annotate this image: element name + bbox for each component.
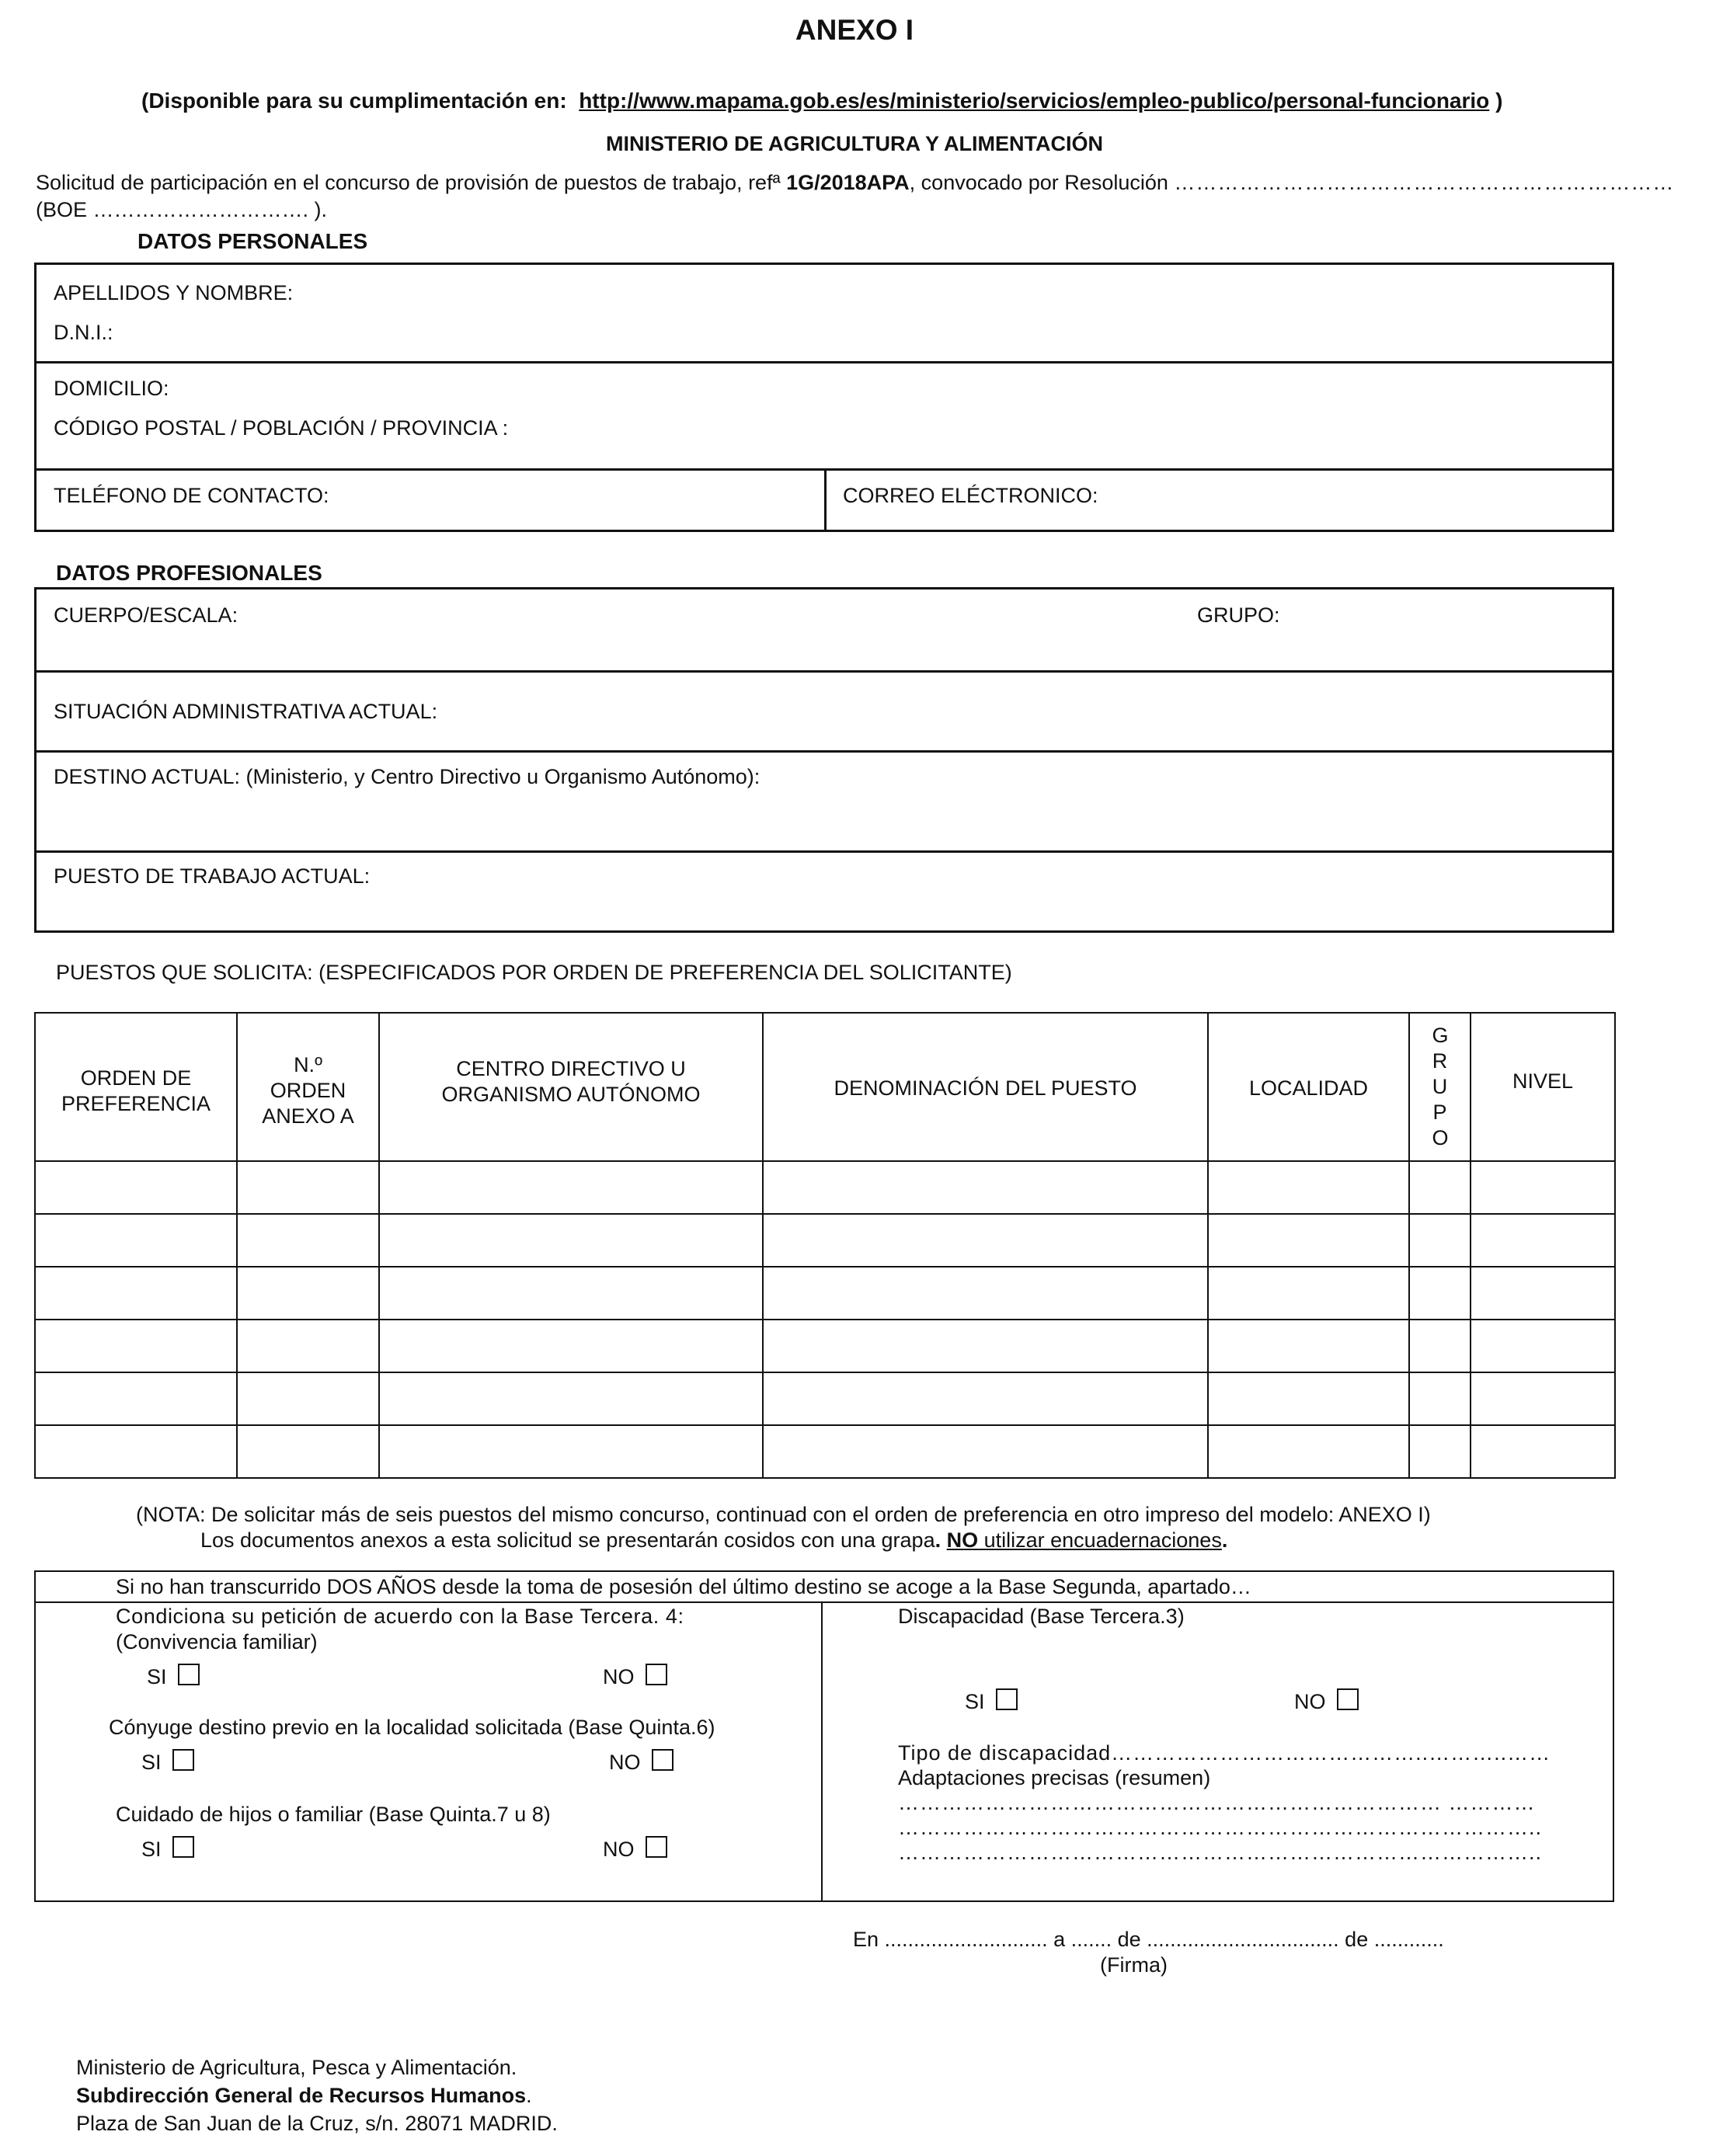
table-cell[interactable] — [1471, 1372, 1615, 1425]
page-title: ANEXO I — [795, 14, 914, 46]
checkbox-convivencia-si[interactable] — [178, 1664, 200, 1685]
note-no-rest: utilizar encuadernaciones — [978, 1528, 1222, 1552]
table-cell[interactable] — [1471, 1320, 1615, 1372]
checkbox-cuidado-no[interactable] — [646, 1836, 667, 1858]
intro-line-1-start: Solicitud de participación en el concurso de provisión de puestos de trabajo, refª — [36, 171, 787, 194]
table-cell[interactable] — [763, 1267, 1208, 1320]
table-cell[interactable] — [379, 1161, 763, 1214]
col-header-nivel: NIVEL — [1471, 1013, 1615, 1161]
discapacidad-si[interactable]: SI — [965, 1688, 1018, 1714]
table-row — [35, 1214, 1615, 1267]
table-cell[interactable] — [1208, 1372, 1409, 1425]
col-header-centro: CENTRO DIRECTIVO U ORGANISMO AUTÓNOMO — [379, 1013, 763, 1161]
availability-note — [141, 89, 1502, 113]
table-cell[interactable] — [237, 1161, 379, 1214]
requested-posts-table — [34, 1012, 1616, 1479]
table-cell[interactable] — [1208, 1425, 1409, 1478]
table-cell[interactable] — [763, 1372, 1208, 1425]
table-cell[interactable] — [379, 1267, 763, 1320]
table-row — [35, 1267, 1615, 1320]
table-cell[interactable] — [763, 1161, 1208, 1214]
destination-label: DESTINO ACTUAL: (Ministerio, y Centro Directivo u Organismo Autónomo): — [54, 765, 761, 788]
email-label: CORREO ELÉCTRONICO: — [843, 484, 1098, 507]
discapacidad-no[interactable]: NO — [1294, 1688, 1359, 1714]
intro-dots: …………………………………………………………… — [1174, 171, 1675, 194]
footer-address — [76, 2053, 558, 2137]
phone-label: TELÉFONO DE CONTACTO: — [54, 484, 329, 507]
col-header-n-orden: N.º ORDEN ANEXO A — [237, 1013, 379, 1161]
table-cell[interactable] — [763, 1320, 1208, 1372]
note-more-posts: (NOTA: De solicitar más de seis puestos del mismo concurso, continuad con el orden de preferencia en otro impreso del modelo: ANEXO I) — [136, 1503, 1431, 1526]
signature-label: (Firma) — [1100, 1953, 1168, 1977]
address-label: DOMICILIO: — [54, 377, 169, 400]
table-cell[interactable] — [35, 1372, 237, 1425]
table-header-row — [35, 1013, 1615, 1161]
note-documents: Los documentos anexos a esta solicitud se presentarán cosidos con una grapa. NO utilizar encuadernaciones. — [200, 1528, 1228, 1552]
table-cell[interactable] — [35, 1425, 237, 1478]
intro-line-2: (BOE …………………………. ). — [36, 198, 328, 221]
condiciona-text-2: (Convivencia familiar) — [116, 1630, 318, 1654]
footer-ministry: Ministerio de Agricultura, Pesca y Alimentación. — [76, 2056, 517, 2079]
postal-label: CÓDIGO POSTAL / POBLACIÓN / PROVINCIA : — [54, 416, 509, 440]
table-cell[interactable] — [1409, 1320, 1471, 1372]
post-label: PUESTO DE TRABAJO ACTUAL: — [54, 864, 371, 888]
table-cell[interactable] — [237, 1214, 379, 1267]
condiciona-text-1: Condiciona su petición de acuerdo con la Base Tercera. 4: — [116, 1605, 684, 1628]
tipo-discapacidad-field[interactable]: Tipo de discapacidad……………………………………..………..…… — [898, 1741, 1551, 1765]
table-row — [35, 1320, 1615, 1372]
table-cell[interactable] — [1409, 1267, 1471, 1320]
conyuge-no[interactable]: NO — [609, 1749, 674, 1775]
body-label: CUERPO/ESCALA: — [54, 603, 238, 627]
cuidado-no[interactable]: NO — [603, 1836, 667, 1862]
table-cell[interactable] — [763, 1425, 1208, 1478]
table-cell[interactable] — [1471, 1161, 1615, 1214]
col-header-orden: ORDEN DE PREFERENCIA — [35, 1013, 237, 1161]
table-cell[interactable] — [237, 1320, 379, 1372]
discapacidad-text: Discapacidad (Base Tercera.3) — [898, 1605, 1185, 1628]
conyuge-si[interactable]: SI — [141, 1749, 194, 1775]
checkbox-cuidado-si[interactable] — [172, 1836, 194, 1858]
professional-section-title: DATOS PROFESIONALES — [56, 561, 322, 585]
personal-section-title: DATOS PERSONALES — [137, 229, 368, 253]
adaptaciones-line-1[interactable]: ………………………………………………………………… ………… — [898, 1791, 1536, 1814]
col-header-localidad: LOCALIDAD — [1208, 1013, 1409, 1161]
footer-street: Plaza de San Juan de la Cruz, s/n. 28071 MADRID. — [76, 2112, 558, 2135]
table-cell[interactable] — [237, 1425, 379, 1478]
requested-title: PUESTOS QUE SOLICITA: (ESPECIFICADOS POR ORDEN DE PREFERENCIA DEL SOLICITANTE) — [56, 961, 1012, 984]
checkbox-convivencia-no[interactable] — [646, 1664, 667, 1685]
table-cell[interactable] — [1208, 1267, 1409, 1320]
table-cell[interactable] — [379, 1372, 763, 1425]
place-date-line[interactable]: En ............................ a ....... de ................................. de ............ — [853, 1928, 1444, 1951]
convivencia-si[interactable]: SI — [147, 1664, 200, 1689]
name-label: APELLIDOS Y NOMBRE: — [54, 281, 294, 304]
table-cell[interactable] — [379, 1425, 763, 1478]
two-years-text: Si no han transcurrido DOS AÑOS desde la toma de posesión del último destino se acoge a la Base Segunda, apartado… — [116, 1575, 1251, 1598]
intro-line-1-end: , convocado por Resolución — [909, 171, 1175, 194]
table-cell[interactable] — [1208, 1214, 1409, 1267]
table-cell[interactable] — [35, 1267, 237, 1320]
col-header-grupo: GRUPO — [1409, 1013, 1471, 1161]
convivencia-no[interactable]: NO — [603, 1664, 667, 1689]
intro-ref: 1G/2018APA — [786, 171, 910, 194]
checkbox-conyuge-no[interactable] — [652, 1749, 674, 1771]
checkbox-discapacidad-si[interactable] — [996, 1688, 1018, 1710]
checkbox-discapacidad-no[interactable] — [1337, 1688, 1359, 1710]
table-cell[interactable] — [379, 1320, 763, 1372]
table-cell[interactable] — [1471, 1214, 1615, 1267]
dni-label: D.N.I.: — [54, 321, 113, 344]
footer-subdirection: Subdirección General de Recursos Humanos. — [76, 2084, 532, 2107]
cuidado-si[interactable]: SI — [141, 1836, 194, 1862]
professional-data-box — [34, 587, 1614, 933]
table-cell[interactable] — [1409, 1425, 1471, 1478]
table-cell[interactable] — [1208, 1161, 1409, 1214]
availability-link[interactable]: http://www.mapama.gob.es/es/ministerio/servicios/empleo-publico/personal-funcionario — [579, 89, 1490, 113]
table-cell[interactable] — [1409, 1214, 1471, 1267]
availability-suffix: ) — [1495, 89, 1503, 113]
table-cell[interactable] — [1409, 1372, 1471, 1425]
table-cell[interactable] — [35, 1320, 237, 1372]
table-cell[interactable] — [237, 1267, 379, 1320]
note-documents-text: Los documentos anexos a esta solicitud se presentarán cosidos con una grapa — [200, 1528, 935, 1552]
table-cell[interactable] — [35, 1161, 237, 1214]
table-row — [35, 1372, 1615, 1425]
admin-status-label: SITUACIÓN ADMINISTRATIVA ACTUAL: — [54, 700, 438, 723]
table-row — [35, 1161, 1615, 1214]
col-header-denominacion: DENOMINACIÓN DEL PUESTO — [763, 1013, 1208, 1161]
adaptaciones-label: Adaptaciones precisas (resumen) — [898, 1766, 1211, 1789]
cuidado-text: Cuidado de hijos o familiar (Base Quinta.7 u 8) — [116, 1803, 551, 1826]
table-cell[interactable] — [1208, 1320, 1409, 1372]
note-no: NO — [946, 1528, 979, 1552]
table-cell[interactable] — [1409, 1161, 1471, 1214]
conyuge-text: Cónyuge destino previo en la localidad solicitada (Base Quinta.6) — [109, 1716, 715, 1739]
table-cell[interactable] — [35, 1214, 237, 1267]
table-cell[interactable] — [763, 1214, 1208, 1267]
intro-paragraph — [36, 169, 1675, 224]
table-cell[interactable] — [1471, 1267, 1615, 1320]
adaptaciones-line-2[interactable]: …………………………………………………………………………….. — [898, 1816, 1543, 1839]
intro-line-1 — [36, 169, 1675, 196]
table-row — [35, 1425, 1615, 1478]
table-cell[interactable] — [237, 1372, 379, 1425]
personal-data-box — [34, 263, 1614, 532]
adaptaciones-line-3[interactable]: …………………………………………………………………………….. — [898, 1841, 1543, 1864]
table-cell[interactable] — [1471, 1425, 1615, 1478]
ministry-heading: MINISTERIO DE AGRICULTURA Y ALIMENTACIÓN — [606, 132, 1103, 155]
table-cell[interactable] — [379, 1214, 763, 1267]
checkbox-conyuge-si[interactable] — [172, 1749, 194, 1771]
conditions-box — [34, 1570, 1614, 1902]
group-label: GRUPO: — [1197, 603, 1280, 627]
availability-prefix: (Disponible para su cumplimentación en: — [141, 89, 567, 113]
